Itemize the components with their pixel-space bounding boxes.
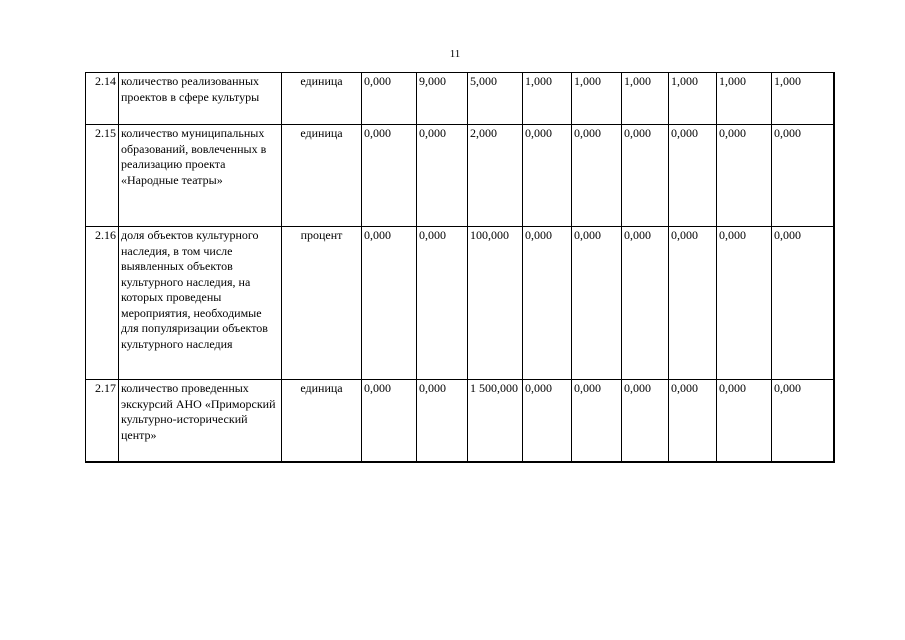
table-row bbox=[86, 125, 834, 227]
value-cell: 1,000 bbox=[717, 73, 772, 125]
row-number-cell: 2.17 bbox=[86, 380, 119, 462]
value-cell: 0,000 bbox=[523, 380, 572, 462]
value-cell: 0,000 bbox=[717, 380, 772, 462]
value-cell: 0,000 bbox=[717, 125, 772, 227]
table-body bbox=[86, 73, 834, 462]
value-cell: 1,000 bbox=[572, 73, 622, 125]
unit-cell: единица bbox=[282, 380, 362, 462]
value-cell: 0,000 bbox=[523, 125, 572, 227]
value-cell: 0,000 bbox=[622, 380, 669, 462]
table-row bbox=[86, 73, 834, 125]
unit-cell: единица bbox=[282, 73, 362, 125]
row-number-cell: 2.16 bbox=[86, 227, 119, 380]
value-cell: 0,000 bbox=[669, 380, 717, 462]
value-cell: 0,000 bbox=[669, 125, 717, 227]
value-cell: 1,000 bbox=[669, 73, 717, 125]
value-cell: 1,000 bbox=[523, 73, 572, 125]
table-row bbox=[86, 227, 834, 380]
unit-cell: процент bbox=[282, 227, 362, 380]
value-cell: 1,000 bbox=[622, 73, 669, 125]
indicator-name-cell: количество реализованных проектов в сфере культуры bbox=[119, 73, 282, 125]
value-cell: 0,000 bbox=[362, 73, 417, 125]
value-cell: 0,000 bbox=[417, 227, 468, 380]
value-cell: 0,000 bbox=[772, 125, 834, 227]
value-cell: 1 500,000 bbox=[468, 380, 523, 462]
value-cell: 0,000 bbox=[772, 380, 834, 462]
value-cell: 0,000 bbox=[417, 380, 468, 462]
indicator-name-cell: количество муниципальных образований, вовлеченных в реализацию проекта «Народные театры» bbox=[119, 125, 282, 227]
value-cell: 2,000 bbox=[468, 125, 523, 227]
indicator-name-cell: количество проведенных экскурсий АНО «Приморский культурно-исторический центр» bbox=[119, 380, 282, 462]
value-cell: 100,000 bbox=[468, 227, 523, 380]
value-cell: 0,000 bbox=[717, 227, 772, 380]
value-cell: 1,000 bbox=[772, 73, 834, 125]
indicators-table bbox=[85, 72, 835, 463]
table-row bbox=[86, 380, 834, 462]
value-cell: 5,000 bbox=[468, 73, 523, 125]
value-cell: 0,000 bbox=[362, 380, 417, 462]
row-number-cell: 2.14 bbox=[86, 73, 119, 125]
unit-cell: единица bbox=[282, 125, 362, 227]
page-number: 11 bbox=[449, 48, 461, 60]
value-cell: 0,000 bbox=[572, 380, 622, 462]
value-cell: 0,000 bbox=[417, 125, 468, 227]
value-cell: 0,000 bbox=[572, 125, 622, 227]
indicator-name-cell: доля объектов культурного наследия, в том числе выявленных объектов культурного наследия, на которых проведены мероприятия, необходимые для популяризации объектов культурного наследия bbox=[119, 227, 282, 380]
value-cell: 0,000 bbox=[772, 227, 834, 380]
value-cell: 0,000 bbox=[362, 125, 417, 227]
value-cell: 0,000 bbox=[523, 227, 572, 380]
value-cell: 0,000 bbox=[622, 227, 669, 380]
value-cell: 0,000 bbox=[362, 227, 417, 380]
value-cell: 0,000 bbox=[669, 227, 717, 380]
value-cell: 0,000 bbox=[572, 227, 622, 380]
value-cell: 0,000 bbox=[622, 125, 669, 227]
row-number-cell: 2.15 bbox=[86, 125, 119, 227]
value-cell: 9,000 bbox=[417, 73, 468, 125]
